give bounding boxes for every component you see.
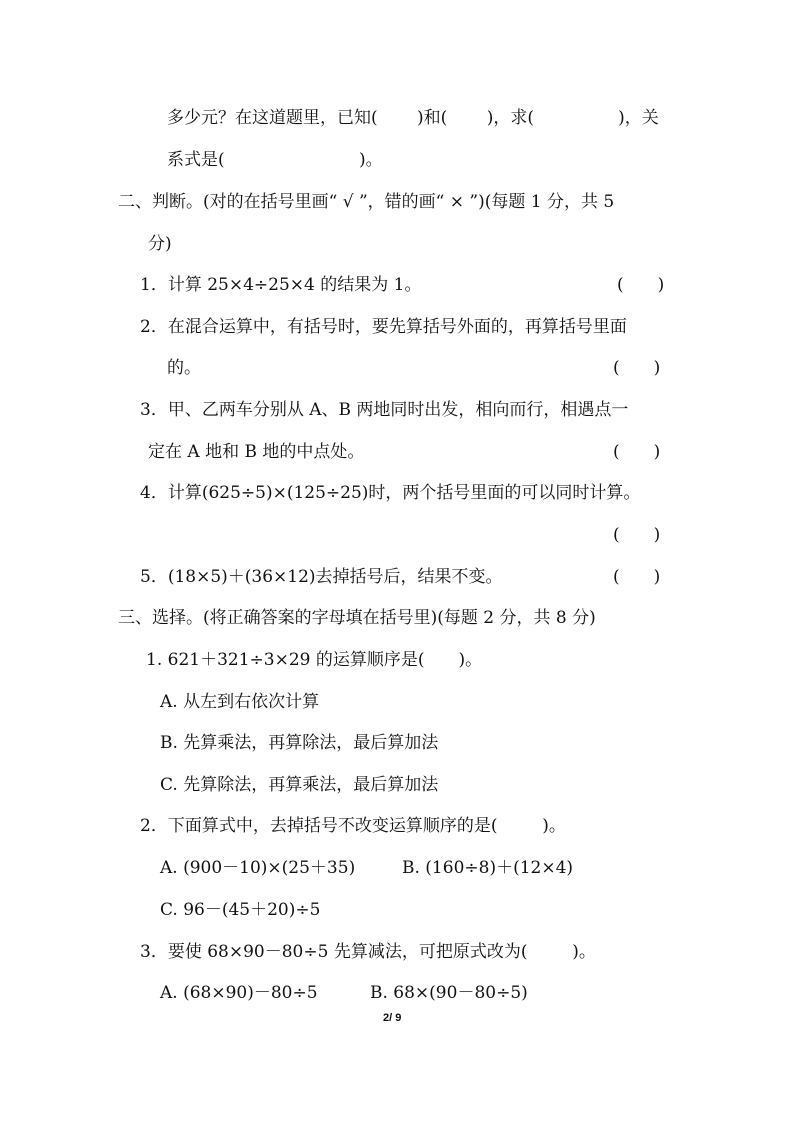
judge-answer-blank-3[interactable]: ( ) [613, 442, 661, 462]
judge-heading-line-1: 二、判断。(对的在括号里画“ √ ”，错的画“ × ”)(每题 1 分，共 5 [118, 192, 615, 212]
choice-question-1-option-a: A. 从左到右依次计算 [160, 692, 320, 712]
choice-question-2-option-a: A. (900－10)×(25＋35) [160, 858, 356, 878]
judge-question-3-line-1: 3．甲、乙两车分别从 A、B 两地同时出发，相向而行，相遇点一 [140, 400, 629, 420]
judge-question-2-line-1: 2．在混合运算中，有括号时，要先算括号外面的，再算括号里面 [140, 317, 627, 337]
choice-question-3: 3．要使 68×90－80÷5 先算减法，可把原式改为( )。 [140, 942, 596, 962]
choice-heading: 三、选择。(将正确答案的字母填在括号里)(每题 2 分，共 8 分) [118, 608, 596, 628]
judge-answer-blank-4[interactable]: ( ) [613, 525, 661, 545]
judge-question-5: 5．(18×5)＋(36×12)去掉括号后，结果不变。 [140, 567, 503, 587]
judge-question-3-line-2: 定在 A 地和 B 地的中点处。 [148, 442, 365, 462]
judge-question-4: 4．计算(625÷5)×(125÷25)时，两个括号里面的可以同时计算。 [140, 483, 641, 503]
judge-answer-blank-2[interactable]: ( ) [613, 358, 661, 378]
judge-heading-line-2: 分) [148, 234, 172, 254]
page-indicator: 2/ 9 [383, 1012, 402, 1024]
choice-question-1-option-b: B. 先算乘法，再算除法，最后算加法 [160, 733, 439, 753]
choice-question-2-option-c: C. 96－(45＋20)÷5 [160, 900, 321, 920]
judge-question-1: 1．计算 25×4÷25×4 的结果为 1。 [140, 275, 422, 295]
choice-question-3-option-a: A. (68×90)－80÷5 [160, 983, 318, 1003]
choice-question-1: 1. 621＋321÷3×29 的运算顺序是( )。 [146, 650, 483, 670]
judge-answer-blank-1[interactable]: ( ) [617, 275, 665, 295]
continuation-line-1: 多少元？在这道题里，已知( )和( )，求( )，关 [167, 108, 659, 128]
choice-question-2-option-b: B. (160÷8)＋(12×4) [402, 858, 574, 878]
judge-question-2-line-2: 的。 [167, 358, 201, 378]
judge-answer-blank-5[interactable]: ( ) [613, 567, 661, 587]
choice-question-3-option-b: B. 68×(90－80÷5) [370, 983, 528, 1003]
continuation-line-2: 系式是( )。 [167, 150, 383, 170]
choice-question-2: 2．下面算式中，去掉括号不改变运算顺序的是( )。 [140, 816, 566, 836]
choice-question-1-option-c: C. 先算除法，再算乘法，最后算加法 [160, 775, 439, 795]
